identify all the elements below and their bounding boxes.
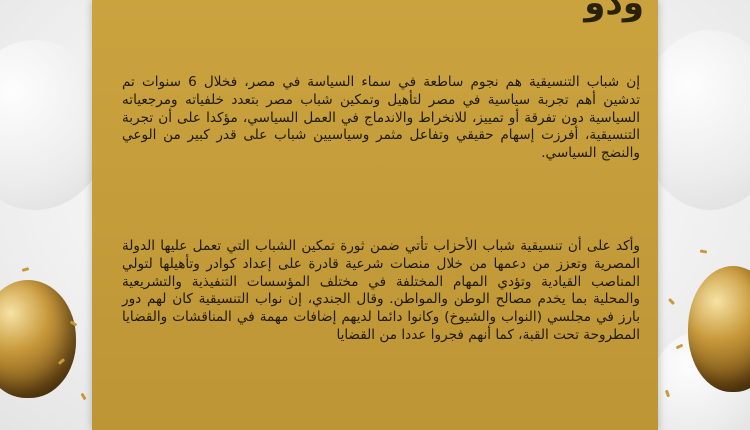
confetti (700, 249, 707, 253)
article-card (92, 0, 658, 430)
article-paragraph-1: إن شباب التنسيقية هم نجوم ساطعة في سماء السياسة في مصر، فخلال 6 سنوات تم تدشين أهم تجربة سياسية في مصر لتأهيل وتمكين شباب مصر بتعدد خلفياته ومرجعياته السياسية دون تفرقة أو تمييز، للانخراط والاندماج في العمل السياسي، مؤكدا على أن تجربة التنسيقية، أفرزت إسهام حقيقي وتفاعل مثمر وسياسيين شباب على قدر كبير من الوعي والنضج السياسي. (122, 74, 641, 162)
gold-balloon-left (0, 280, 76, 398)
article-heading-fragment: ودو (584, 0, 644, 23)
confetti (22, 267, 30, 272)
confetti (80, 393, 86, 401)
confetti (668, 298, 675, 305)
article-paragraph-2: وأكد على أن تنسيقية شباب الأحزاب تأتي ضمن ثورة تمكين الشباب التي تعمل عليها الدولة المصرية وتعزز من دعمها من خلال منصات شرعية قادرة على إعداد كوادر وتأهيلها لتولي المناصب القيادية وتؤدي المهام المختلفة في مختلف المؤسسات التنفيذية والتشريعية والمحلية بما يخدم مصالح الوطن والمواطن. وقال الجندي، إن نواب التنسيقية كان لهم دور بارز في مجلسي (النواب والشيوخ) وكانوا دائما لديهم إضافات مهمة في المناقشات والقضايا المطروحة تحت القبة، كما أنهم فجروا عددا من القضايا (122, 238, 640, 343)
